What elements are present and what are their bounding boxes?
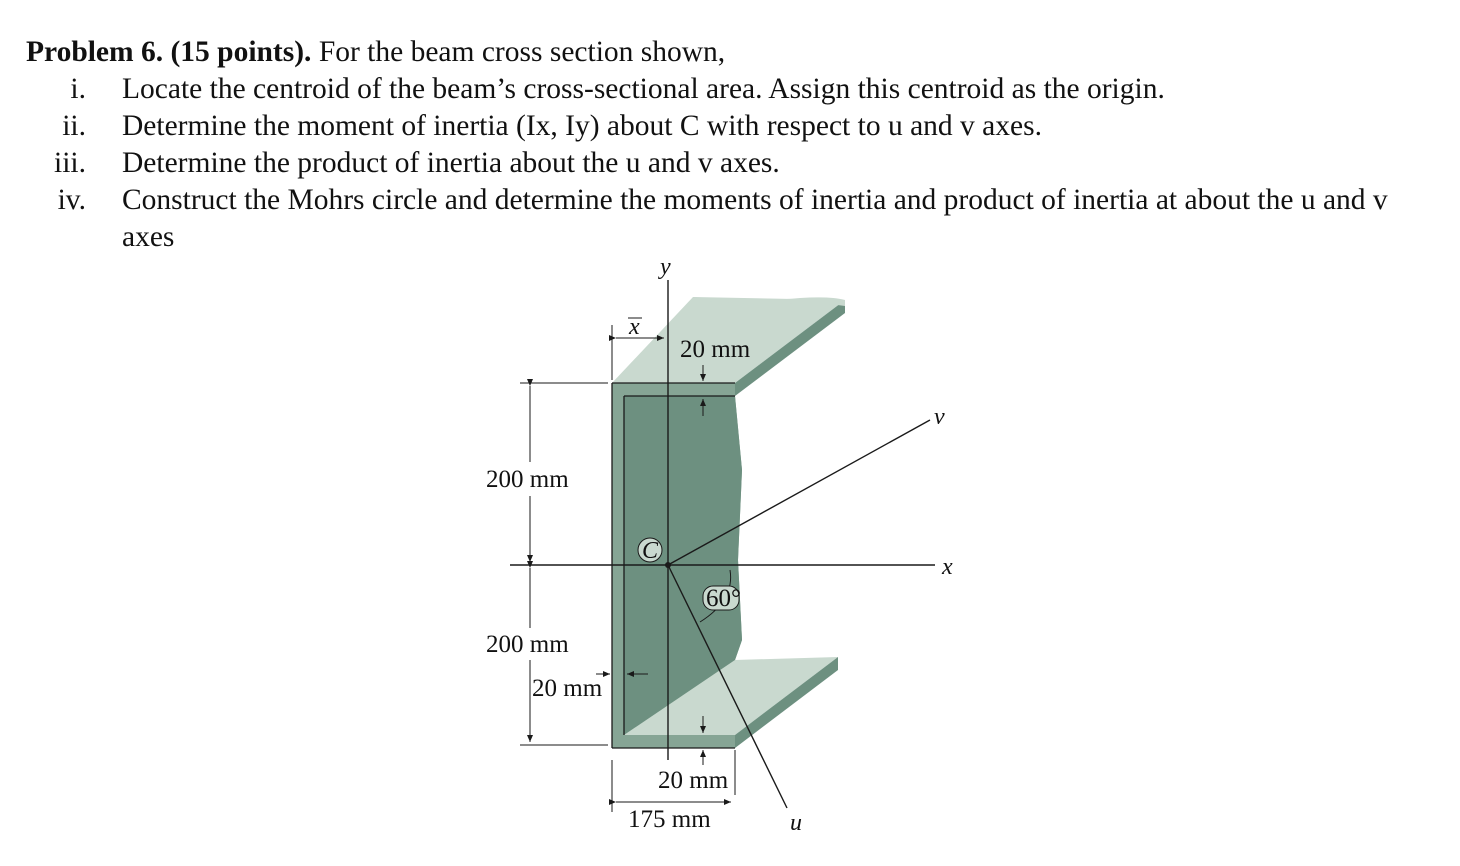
x-bar-label: x: [629, 314, 640, 340]
top-flange-thickness-label: 20 mm: [680, 336, 751, 363]
y-axis-label: y: [660, 254, 671, 280]
centroid-label: C: [642, 538, 659, 564]
flange-width-label: 175 mm: [628, 806, 711, 833]
task-text: Determine the moment of inertia (Ix, Iy) about C with respect to u and v axes.: [122, 110, 1042, 142]
task-text: Locate the centroid of the beam’s cross-sectional area. Assign this centroid as the origin.: [122, 73, 1165, 105]
centroid-point: [665, 562, 671, 568]
task-number: ii.: [62, 110, 86, 142]
problem-title-bold: Problem 6. (15 points).: [26, 36, 312, 68]
angle-label: 60°: [706, 585, 741, 612]
web-thickness-label: 20 mm: [532, 675, 603, 702]
task-number: iii.: [54, 147, 86, 179]
lower-height-label: 200 mm: [486, 631, 569, 658]
problem-title-rest: For the beam cross section shown,: [311, 36, 726, 68]
bottom-flange-thickness-label: 20 mm: [658, 767, 729, 794]
x-axis-label: x: [942, 554, 953, 580]
task-number: iv.: [57, 184, 86, 216]
u-axis-label: u: [790, 810, 802, 836]
task-text: Determine the product of inertia about the u and v axes.: [122, 147, 780, 179]
v-axis-label: v: [934, 404, 945, 430]
task-number: i.: [70, 73, 86, 105]
upper-height-label: 200 mm: [486, 466, 569, 493]
task-text: Construct the Mohrs circle and determine the moments of inertia and product of inertia at about the u and v axes: [122, 184, 1388, 253]
